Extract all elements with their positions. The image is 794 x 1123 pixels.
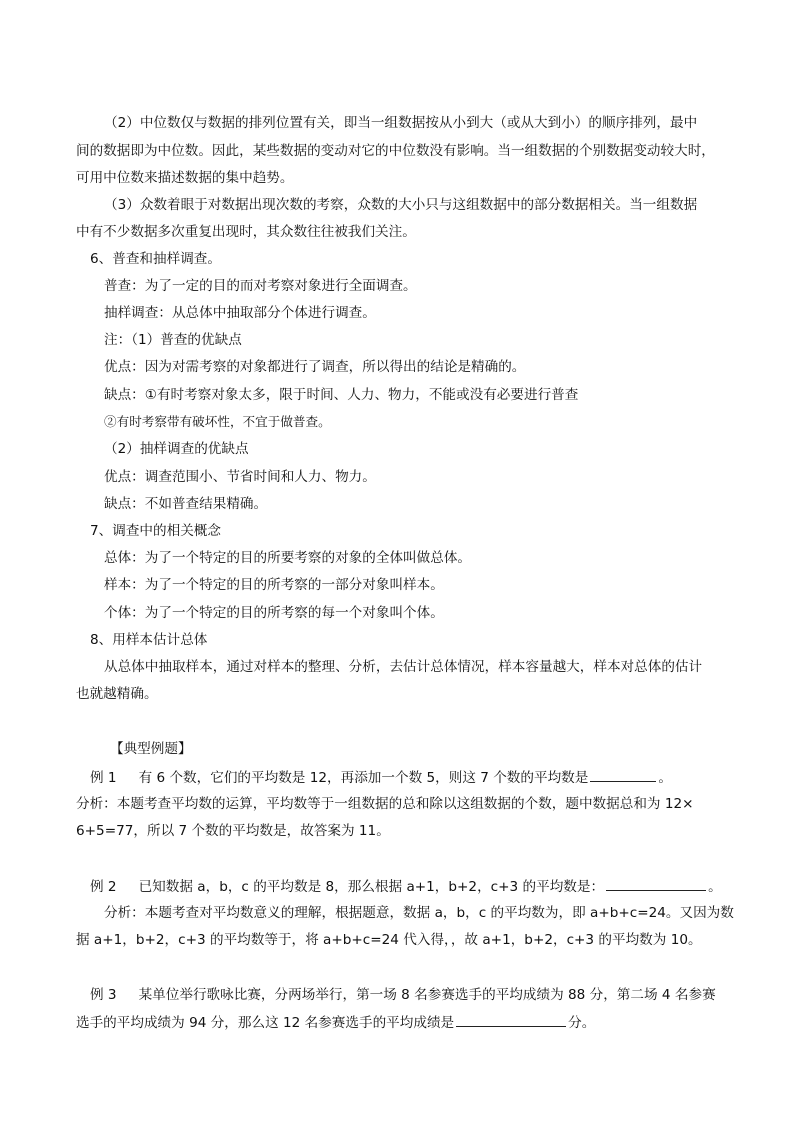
median-note-line-2: 间的数据即为中位数。因此，某些数据的变动对它的中位数没有影响。当一组数据的个别数据变动较大时， (76, 143, 715, 159)
median-note-line-3: 可用中位数来描述数据的集中趋势。 (76, 170, 294, 186)
section-7-heading: 7、调查中的相关概念 (90, 523, 221, 539)
example-1-question-text: 有 6 个数，它们的平均数是 12，再添加一个数 5，则这 7 个数的平均数是 (138, 770, 589, 786)
sampling-cons: 缺点：不如普查结果精确。 (104, 496, 268, 512)
census-cons-2: ②有时考察带有破坏性，不宜于做普查。 (104, 414, 331, 429)
section-6-heading: 6、普查和抽样调查。 (90, 251, 221, 267)
example-2-label: 例 2 (90, 879, 117, 895)
example-2-question-end: 。 (708, 879, 722, 895)
sampling-pros: 优点：调查范围小、节省时间和人力、物力。 (104, 469, 376, 485)
mode-note-line-2: 中有不少数据多次重复出现时，其众数往往被我们关注。 (76, 224, 416, 240)
example-2-question (90, 876, 722, 897)
example-2-analysis-line-2: 据 a+1，b+2，c+3 的平均数等于，将 a+b+c=24 代入得，，故 a+1，b+2，c+3 的平均数为 10。 (76, 932, 702, 948)
example-1-analysis-line-2: 6+5=77，所以 7 个数的平均数是，故答案为 11。 (76, 823, 390, 839)
mode-note-line-1: （3）众数着眼于对数据出现次数的考察，众数的大小只与这组数据中的部分数据相关。当一组数据 (104, 197, 698, 213)
example-3-question-line-2 (76, 1012, 595, 1033)
example-2-question-text: 已知数据 a，b，c 的平均数是 8，那么根据 a+1，b+2，c+3 的平均数是： (138, 879, 605, 895)
example-2-analysis-line-1: 分析：本题考查对平均数意义的理解，根据题意，数据 a，b，c 的平均数为，即 a+b+c=24。又因为数 (104, 905, 734, 921)
sample-definition: 样本：为了一个特定的目的所考察的一部分对象叫样本。 (104, 577, 444, 593)
example-3-question-text-2: 选手的平均成绩为 94 分，那么这 12 名参赛选手的平均成绩是 (76, 1015, 455, 1031)
section-8-line-2: 也就越精确。 (76, 686, 158, 702)
example-1-question-end: 。 (658, 770, 672, 786)
census-definition: 普查：为了一定的目的而对考察对象进行全面调查。 (104, 278, 417, 294)
example-3-question-line-1 (90, 985, 716, 1005)
section-8-heading: 8、用样本估计总体 (90, 632, 208, 648)
example-1-question (90, 767, 672, 788)
example-3-answer-blank[interactable] (456, 1012, 566, 1027)
sampling-definition: 抽样调查：从总体中抽取部分个体进行调查。 (104, 305, 376, 321)
census-pros: 优点：因为对需考察的对象都进行了调查，所以得出的结论是精确的。 (104, 359, 526, 375)
example-2-answer-blank[interactable] (606, 876, 706, 891)
section-8-line-1: 从总体中抽取样本，通过对样本的整理、分析，去估计总体情况，样本容量越大，样本对总体的估计 (104, 659, 703, 675)
census-cons-1: 缺点：①有时考察对象太多，限于时间、人力、物力，不能或没有必要进行普查 (104, 387, 579, 403)
population-definition: 总体：为了一个特定的目的所要考察的对象的全体叫做总体。 (104, 550, 472, 566)
example-3-question-end: 分。 (568, 1015, 596, 1031)
census-pros-cons-heading: 注：（1）普查的优缺点 (104, 332, 242, 348)
example-3-question-text: 某单位举行歌咏比赛，分两场举行，第一场 8 名参赛选手的平均成绩为 88 分，第二场 4 名参赛 (138, 987, 716, 1003)
example-1-label: 例 1 (90, 770, 117, 786)
median-note-line-1: （2）中位数仅与数据的排列位置有关，即当一组数据按从小到大（或从大到小）的顺序排列，最中 (104, 115, 698, 131)
example-1-answer-blank[interactable] (590, 767, 656, 782)
example-1-analysis-line-1: 分析：本题考查平均数的运算，平均数等于一组数据的总和除以这组数据的个数，题中数据总和为 12× (76, 796, 694, 812)
sampling-pros-cons-heading: （2）抽样调查的优缺点 (104, 441, 249, 457)
examples-heading: 【典型例题】 (110, 741, 192, 757)
example-3-label: 例 3 (90, 987, 117, 1003)
individual-definition: 个体：为了一个特定的目的所考察的每一个对象叫个体。 (104, 605, 444, 621)
